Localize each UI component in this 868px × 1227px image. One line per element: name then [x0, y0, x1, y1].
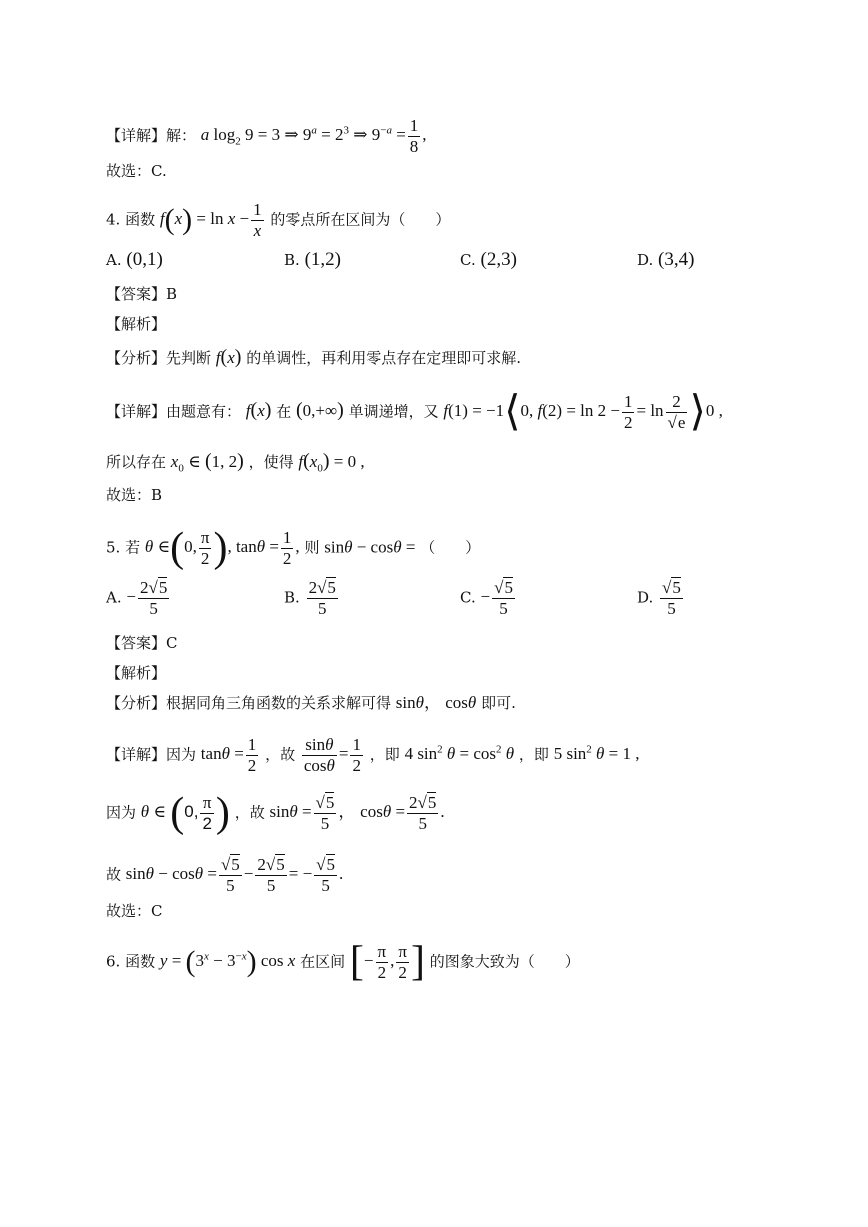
q5-option-b-value: $\frac{2√5}{5}$ [308, 578, 336, 618]
q4-option-c-value: (2,3) [480, 249, 517, 270]
q4-existence-prefix: 所以存在 [106, 453, 167, 471]
q5-because: 因为 [106, 803, 137, 822]
q5-therefore: 故 [106, 865, 122, 884]
q5-because-formula: θ ∈ (0, $\frac{\pi}{2}$ ) [140, 790, 230, 837]
q4-answer: 【答案】B [106, 285, 178, 303]
q4-analysis-formula: f(x) [215, 346, 242, 368]
q6-interval-formula: [− $\frac{\pi}{2}$ , $\frac{\pi}{2}$ ] [349, 939, 425, 986]
q4-existence-formula-2: $f(x_0) = 0$ , [298, 450, 365, 475]
q6-number: 6. [106, 952, 121, 971]
q4-option-d [637, 250, 694, 270]
q5-detail-mid2: ，即 [369, 745, 400, 764]
q4-option-d-value: (3,4) [658, 249, 695, 270]
q5-cos-value: cosθ = $\frac{2√5}{5}$ . [360, 793, 445, 833]
q5-detail-mid3: ，即 [518, 745, 549, 764]
q4-option-c-label: C. [460, 251, 476, 269]
q5-therefore-line [106, 855, 343, 896]
q5-detail-line [106, 735, 640, 776]
q5-detail-formula-4: 5 $\sin^2 \theta = 1$ , [553, 743, 640, 764]
q4-option-c [460, 250, 517, 270]
q5-answer: 【答案】C [106, 634, 178, 652]
q5-option-d-value: $\frac{√5}{5}$ [662, 578, 681, 618]
q4-detail-mid2: 单调递增，又 [348, 402, 439, 421]
q5-stem-suffix: （ ） [420, 538, 481, 557]
q4-option-b [284, 250, 341, 270]
q5-stem-formula: θ ∈(0, $\frac{\pi}{2}$ ), tanθ = $\frac{1}{2}$ , [144, 525, 300, 572]
q5-option-c [460, 578, 517, 619]
q4-option-b-label: B. [284, 251, 300, 269]
q5-analysis-formula: sinθ， cosθ [395, 693, 477, 712]
q4-detail-formula-2: f(1) = −1⟨0, f(2) = ln 2 − $\frac{1}{2}$ = ln $\frac{2}{√e}$ ⟩0 , [443, 389, 723, 436]
q6-stem-prefix: 函数 [125, 952, 156, 971]
q4-function-formula: f(x) = ln x − $\frac{1}{x}$ [159, 200, 262, 240]
q5-because-line [106, 790, 445, 837]
q4-analysis-line [106, 347, 521, 368]
q4-existence-mid: ，使得 [248, 453, 294, 471]
q4-detail-line [106, 389, 723, 436]
q3-detail-line [106, 116, 427, 157]
q4-detail-prefix: 【详解】由题意有： [106, 402, 242, 421]
q5-analysis-line [106, 693, 516, 713]
q4-option-a-value: (0,1) [126, 249, 163, 270]
q3-detail-label: 【详解】解： [106, 126, 197, 145]
q5-option-d-label: D. [637, 588, 654, 607]
q5-conclusion: 故选：C [106, 902, 163, 920]
q5-detail-mid1: ，故 [265, 745, 296, 764]
q4-detail-interval: (0,+∞) [296, 399, 344, 422]
q5-analysis-suffix: 即可. [481, 694, 516, 712]
q5-detail-formula-3: 4 $\sin^2 \theta = \cos^2 \theta$ [404, 743, 515, 764]
q5-therefore-formula: sinθ − cosθ = $\frac{√5}{5}$ − $\frac{2√5}{5}$ = − $\frac{√5}{5}$ . [125, 855, 344, 895]
q4-analysis-suffix: 的单调性，再利用零点存在定理即可求解. [246, 349, 521, 367]
q4-option-a-label: A. [106, 251, 122, 269]
q5-detail-prefix: 【详解】因为 [106, 745, 197, 764]
q4-existence-formula-1: $x_0$ ∈ (1, 2) [170, 450, 244, 475]
q5-stem-prefix: 若 [125, 538, 141, 557]
q5-analysis-text: 【分析】根据同角三角函数的关系求解可得 [106, 694, 392, 712]
q4-analysis-prefix: 【分析】先判断 [106, 349, 212, 367]
q5-option-b [284, 578, 340, 619]
q5-number: 5. [106, 538, 121, 557]
q5-stem [106, 525, 481, 572]
q5-detail-formula-1: tanθ = $\frac{1}{2}$ [200, 735, 257, 775]
q5-option-a-label: A. [106, 588, 122, 607]
q3-detail-formula: a $\log_2 9 = 3$ ⇒ $9^a = 2^3$ ⇒ $9^{-a}$ = $\frac{1}{8}$ , [200, 116, 427, 156]
q5-detail-formula-2: $\frac{\sin\theta}{\cos\theta}$ = $\frac{1}{2}$ [303, 735, 361, 775]
q5-stem-mid: 则 [304, 538, 320, 557]
q4-conclusion: 故选：B [106, 486, 163, 504]
q4-stem [106, 200, 450, 241]
q4-number: 4. [106, 210, 121, 229]
q5-option-c-value: − $\frac{√5}{5}$ [480, 578, 513, 618]
q5-option-b-label: B. [284, 588, 300, 607]
q4-option-a [106, 250, 163, 270]
q4-stem-prefix: 函数 [125, 210, 156, 229]
q4-detail-formula-1: f(x) [245, 399, 272, 422]
q6-stem-mid: 在区间 [300, 952, 346, 971]
q4-option-b-value: (1,2) [304, 249, 341, 270]
q4-option-d-label: D. [637, 251, 654, 269]
q3-conclusion: 故选：C. [106, 162, 167, 180]
q5-option-c-label: C. [460, 588, 476, 607]
q4-detail-mid: 在 [276, 402, 292, 421]
q4-analysis-heading: 【解析】 [106, 315, 167, 333]
q6-stem [106, 939, 580, 986]
q5-option-a-value: − $\frac{2√5}{5}$ [126, 578, 168, 618]
q6-stem-suffix: 的图象大致为（ ） [429, 952, 580, 971]
q5-option-d [637, 578, 685, 619]
q5-analysis-heading: 【解析】 [106, 664, 167, 682]
q4-stem-suffix: 的零点所在区间为（ ） [270, 210, 451, 229]
q4-existence-line [106, 451, 365, 478]
q5-question-formula: sinθ − cosθ = [324, 537, 416, 557]
q5-option-a [106, 578, 171, 619]
q5-so: ，故 [234, 803, 265, 822]
q6-function-formula: $y = (3^x - 3^{-x})$ cos x [159, 945, 296, 979]
q5-sin-value: sinθ = $\frac{√5}{5}$ ， [269, 793, 356, 833]
